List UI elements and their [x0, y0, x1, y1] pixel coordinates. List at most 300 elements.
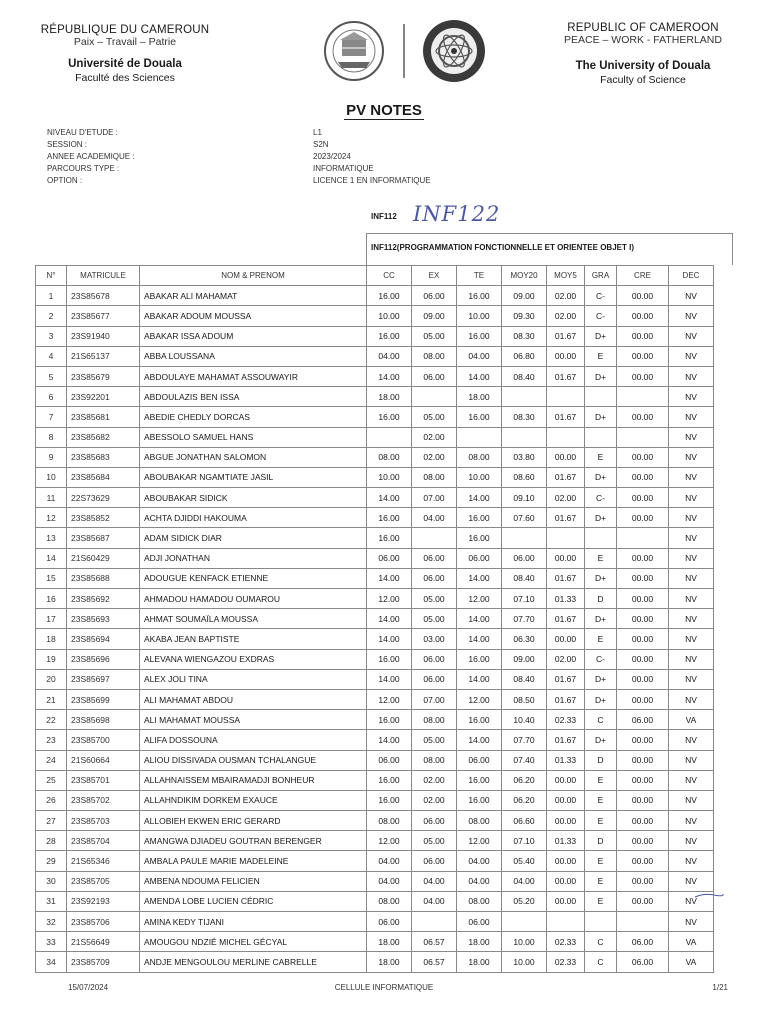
table-cell: 21S60429 — [67, 548, 140, 568]
table-cell: NV — [669, 609, 714, 629]
table-cell: 23S85709 — [67, 952, 140, 972]
table-cell: 07.60 — [502, 508, 547, 528]
table-cell: ALIOU DISSIVADA OUSMAN TCHALANGUE — [140, 750, 367, 770]
course-header — [366, 233, 733, 265]
table-cell: 8 — [36, 427, 67, 447]
table-cell: 01.67 — [547, 366, 585, 386]
table-cell: 02.00 — [547, 649, 585, 669]
table-cell: AMENDA LOBE LUCIEN CÉDRIC — [140, 891, 367, 911]
table-cell: 06.57 — [412, 952, 457, 972]
table-cell: 05.00 — [412, 831, 457, 851]
table-cell: 12.00 — [457, 831, 502, 851]
table-cell: 14.00 — [367, 669, 412, 689]
table-cell: ABDOULAZIS BEN ISSA — [140, 387, 367, 407]
column-header: N° — [36, 266, 67, 286]
table-cell: 00.00 — [617, 750, 669, 770]
meta-label: SESSION : — [47, 140, 88, 149]
table-cell: NV — [669, 387, 714, 407]
table-cell: NV — [669, 730, 714, 750]
table-cell: 05.00 — [412, 730, 457, 750]
table-cell: 6 — [36, 387, 67, 407]
table-cell: 08.00 — [412, 710, 457, 730]
table-cell: 27 — [36, 811, 67, 831]
table-cell: 01.67 — [547, 609, 585, 629]
table-cell: D — [585, 831, 617, 851]
table-cell — [617, 912, 669, 932]
table-row — [36, 286, 714, 306]
table-cell: AHMADOU HAMADOU OUMAROU — [140, 589, 367, 609]
table-cell: 00.00 — [547, 629, 585, 649]
table-cell: 05.00 — [412, 326, 457, 346]
table-cell: E — [585, 871, 617, 891]
table-cell: ADOUGUE KENFACK ETIENNE — [140, 568, 367, 588]
table-cell: 08.00 — [412, 346, 457, 366]
table-cell: 23S85679 — [67, 366, 140, 386]
table-cell: 07.10 — [502, 831, 547, 851]
meta-value: L1 — [313, 128, 322, 137]
table-cell: VA — [669, 952, 714, 972]
table-cell: 09.00 — [502, 286, 547, 306]
university-fr: Université de Douala — [68, 58, 182, 70]
table-cell: 23S85697 — [67, 669, 140, 689]
table-cell: 31 — [36, 891, 67, 911]
table-cell: 00.00 — [617, 689, 669, 709]
table-cell — [502, 427, 547, 447]
table-cell: 00.00 — [617, 346, 669, 366]
table-cell: 03.80 — [502, 447, 547, 467]
table-cell: 02.00 — [412, 770, 457, 790]
table-cell: 04.00 — [367, 851, 412, 871]
republic-fr: RÉPUBLIQUE DU CAMEROUN — [40, 24, 210, 36]
table-cell: ABGUE JONATHAN SALOMON — [140, 447, 367, 467]
faculty-seal-logo — [423, 20, 485, 82]
table-cell: 00.00 — [617, 326, 669, 346]
logos — [318, 18, 492, 84]
motto-fr: Paix – Travail – Patrie — [73, 36, 177, 48]
table-cell — [367, 427, 412, 447]
table-cell: 00.00 — [617, 568, 669, 588]
table-row — [36, 609, 714, 629]
table-cell: NV — [669, 326, 714, 346]
table-cell: 01.33 — [547, 589, 585, 609]
table-cell: 10.00 — [502, 932, 547, 952]
table-cell: 18.00 — [457, 387, 502, 407]
table-row — [36, 932, 714, 952]
table-cell: 23S85852 — [67, 508, 140, 528]
table-cell: 01.67 — [547, 508, 585, 528]
table-cell: 14.00 — [367, 366, 412, 386]
table-cell: 08.00 — [367, 891, 412, 911]
column-header: NOM & PRENOM — [140, 266, 367, 286]
table-cell: 06.20 — [502, 790, 547, 810]
table-cell: 00.00 — [617, 467, 669, 487]
table-cell: 06.00 — [412, 649, 457, 669]
table-row — [36, 831, 714, 851]
table-cell: 21S65346 — [67, 851, 140, 871]
table-row — [36, 387, 714, 407]
table-cell: E — [585, 548, 617, 568]
table-cell: 23S85682 — [67, 427, 140, 447]
table-row — [36, 750, 714, 770]
course-title: INF112(PROGRAMMATION FONCTIONNELLE ET ORIENTEE OBJET I) — [371, 243, 634, 252]
motto-en: PEACE – WORK - FATHERLAND — [564, 34, 722, 46]
table-cell: 02.00 — [547, 286, 585, 306]
table-cell: 16.00 — [367, 407, 412, 427]
table-cell: 19 — [36, 649, 67, 669]
table-cell: 01.67 — [547, 326, 585, 346]
table-cell: 00.00 — [617, 891, 669, 911]
column-header: GRA — [585, 266, 617, 286]
table-cell: 06.00 — [502, 548, 547, 568]
table-cell — [585, 427, 617, 447]
table-cell: 01.67 — [547, 568, 585, 588]
table-cell: 09.00 — [502, 649, 547, 669]
table-cell — [412, 528, 457, 548]
course-code: INF112 — [371, 212, 397, 221]
table-cell: NV — [669, 508, 714, 528]
table-cell: D+ — [585, 669, 617, 689]
table-cell: ACHTA DJIDDI HAKOUMA — [140, 508, 367, 528]
table-cell — [502, 528, 547, 548]
table-cell: 09.10 — [502, 488, 547, 508]
table-cell: 01.67 — [547, 407, 585, 427]
university-en: The University of Douala — [575, 60, 711, 72]
table-cell: 26 — [36, 790, 67, 810]
table-cell: 07.70 — [502, 730, 547, 750]
handwritten-note: INF122 — [413, 202, 501, 226]
table-row — [36, 568, 714, 588]
table-cell: 14.00 — [457, 730, 502, 750]
table-cell: 05.20 — [502, 891, 547, 911]
table-row — [36, 427, 714, 447]
table-cell: 00.00 — [617, 629, 669, 649]
table-cell — [547, 528, 585, 548]
table-cell: 9 — [36, 447, 67, 467]
table-row — [36, 912, 714, 932]
table-cell: 00.00 — [547, 891, 585, 911]
table-cell: 04.00 — [412, 508, 457, 528]
table-cell — [585, 387, 617, 407]
table-cell: 25 — [36, 770, 67, 790]
table-row — [36, 488, 714, 508]
table-row — [36, 669, 714, 689]
meta-row — [47, 163, 431, 175]
faculty-en: Faculty of Science — [600, 74, 686, 86]
table-cell: 01.33 — [547, 831, 585, 851]
table-cell: 00.00 — [617, 306, 669, 326]
table-cell: 15 — [36, 568, 67, 588]
table-cell: 23S85683 — [67, 447, 140, 467]
meta-label: PARCOURS TYPE : — [47, 164, 120, 173]
table-cell: C- — [585, 306, 617, 326]
table-cell: VA — [669, 932, 714, 952]
table-cell: 08.00 — [367, 811, 412, 831]
table-cell: 04.00 — [412, 891, 457, 911]
table-cell: 14.00 — [367, 730, 412, 750]
footer-date: 15/07/2024 — [68, 983, 109, 992]
table-cell: ABESSOLO SAMUEL HANS — [140, 427, 367, 447]
table-cell: 23S85681 — [67, 407, 140, 427]
table-row — [36, 790, 714, 810]
table-cell: 06.80 — [502, 346, 547, 366]
table-cell: 14 — [36, 548, 67, 568]
table-cell: 00.00 — [547, 770, 585, 790]
table-cell: 02.00 — [412, 790, 457, 810]
table-cell: E — [585, 346, 617, 366]
table-cell: 00.00 — [547, 871, 585, 891]
table-cell: 30 — [36, 871, 67, 891]
table-cell: 00.00 — [547, 811, 585, 831]
table-cell: NV — [669, 689, 714, 709]
table-cell: 23S85677 — [67, 306, 140, 326]
meta-label: OPTION : — [47, 176, 83, 185]
table-cell: 07.10 — [502, 589, 547, 609]
table-cell: AMANGWA DJIADEU GOUTRAN BERENGER — [140, 831, 367, 851]
table-cell: 10.00 — [457, 467, 502, 487]
table-cell: 23S85704 — [67, 831, 140, 851]
table-cell: 14.00 — [457, 609, 502, 629]
table-cell: 08.30 — [502, 407, 547, 427]
table-cell: D+ — [585, 366, 617, 386]
table-cell: 06.00 — [412, 851, 457, 871]
table-row — [36, 366, 714, 386]
table-cell — [547, 387, 585, 407]
table-cell: 14.00 — [367, 568, 412, 588]
table-cell: 00.00 — [617, 407, 669, 427]
table-cell: 16.00 — [367, 508, 412, 528]
table-cell: 18.00 — [457, 952, 502, 972]
table-cell: NV — [669, 488, 714, 508]
table-cell: D+ — [585, 407, 617, 427]
table-cell: 09.00 — [412, 306, 457, 326]
table-cell: 18.00 — [457, 932, 502, 952]
table-cell: 00.00 — [617, 488, 669, 508]
table-cell — [457, 427, 502, 447]
table-cell: 00.00 — [617, 366, 669, 386]
meta-row — [47, 139, 431, 151]
table-cell: 00.00 — [617, 508, 669, 528]
table-cell: 14.00 — [457, 629, 502, 649]
header-right — [548, 22, 738, 86]
table-cell: 07.00 — [412, 488, 457, 508]
table-cell: 08.00 — [457, 811, 502, 831]
table-cell: 00.00 — [617, 871, 669, 891]
table-cell: 05.00 — [412, 407, 457, 427]
table-cell: 04.00 — [457, 346, 502, 366]
table-cell: ALIFA DOSSOUNA — [140, 730, 367, 750]
table-cell: ABAKAR ALI MAHAMAT — [140, 286, 367, 306]
table-cell — [502, 912, 547, 932]
table-cell: 4 — [36, 346, 67, 366]
table-cell: 18.00 — [367, 952, 412, 972]
table-cell: 06.00 — [412, 366, 457, 386]
table-cell: 10.00 — [502, 952, 547, 972]
meta-row — [47, 175, 431, 187]
table-cell: 08.60 — [502, 467, 547, 487]
table-cell: 10.00 — [367, 467, 412, 487]
table-cell — [547, 427, 585, 447]
table-cell: 21S56649 — [67, 932, 140, 952]
table-row — [36, 508, 714, 528]
meta-row — [47, 127, 431, 139]
table-cell: 16.00 — [367, 286, 412, 306]
table-cell: 00.00 — [617, 609, 669, 629]
table-cell: 23 — [36, 730, 67, 750]
table-cell: 16.00 — [457, 528, 502, 548]
table-cell: 00.00 — [547, 790, 585, 810]
table-cell: E — [585, 811, 617, 831]
table-row — [36, 346, 714, 366]
table-cell: 06.00 — [412, 669, 457, 689]
meta-row — [47, 151, 431, 163]
table-cell: ABBA LOUSSANA — [140, 346, 367, 366]
table-cell: E — [585, 447, 617, 467]
table-cell: 00.00 — [617, 548, 669, 568]
table-cell: 00.00 — [617, 286, 669, 306]
table-cell: 17 — [36, 609, 67, 629]
table-cell: 00.00 — [617, 811, 669, 831]
table-cell: 01.67 — [547, 689, 585, 709]
table-row — [36, 407, 714, 427]
table-cell: NV — [669, 649, 714, 669]
grades-table — [35, 265, 714, 973]
table-cell: 06.00 — [367, 750, 412, 770]
table-row — [36, 811, 714, 831]
table-row — [36, 710, 714, 730]
table-cell: AKABA JEAN BAPTISTE — [140, 629, 367, 649]
table-cell: 08.40 — [502, 568, 547, 588]
table-cell: 16.00 — [367, 528, 412, 548]
table-cell: D+ — [585, 568, 617, 588]
table-cell: AMBENA NDOUMA FELICIEN — [140, 871, 367, 891]
table-cell: ABOUBAKAR SIDICK — [140, 488, 367, 508]
table-cell: 06.00 — [457, 548, 502, 568]
table-cell: 08.50 — [502, 689, 547, 709]
meta-label: ANNEE ACADEMIQUE : — [47, 152, 135, 161]
table-row — [36, 447, 714, 467]
table-cell: 00.00 — [547, 548, 585, 568]
table-cell: ALLOBIEH EKWEN ERIC GERARD — [140, 811, 367, 831]
table-cell: 08.00 — [457, 891, 502, 911]
table-row — [36, 851, 714, 871]
table-cell: 04.00 — [412, 871, 457, 891]
table-cell: NV — [669, 871, 714, 891]
table-cell: 06.57 — [412, 932, 457, 952]
column-header: MOY5 — [547, 266, 585, 286]
table-cell: ALI MAHAMAT MOUSSA — [140, 710, 367, 730]
column-header: CC — [367, 266, 412, 286]
table-row — [36, 326, 714, 346]
table-cell — [547, 912, 585, 932]
page-title: PV NOTES — [346, 102, 422, 119]
table-cell: C — [585, 952, 617, 972]
table-cell: E — [585, 770, 617, 790]
table-cell: 01.33 — [547, 750, 585, 770]
table-row — [36, 548, 714, 568]
table-cell: 05.00 — [412, 589, 457, 609]
table-cell: 00.00 — [617, 770, 669, 790]
table-cell: 02.00 — [547, 488, 585, 508]
table-header-row — [36, 266, 714, 286]
table-cell: NV — [669, 811, 714, 831]
table-cell: 32 — [36, 912, 67, 932]
table-cell: 10.40 — [502, 710, 547, 730]
table-cell: NV — [669, 286, 714, 306]
table-cell: 13 — [36, 528, 67, 548]
table-cell: 06.60 — [502, 811, 547, 831]
table-cell: 21S65137 — [67, 346, 140, 366]
table-cell: 23S85688 — [67, 568, 140, 588]
table-cell: E — [585, 851, 617, 871]
table-cell: VA — [669, 710, 714, 730]
table-cell: NV — [669, 790, 714, 810]
table-cell: 23S85699 — [67, 689, 140, 709]
table-cell: ALI MAHAMAT ABDOU — [140, 689, 367, 709]
table-cell: 22S73629 — [67, 488, 140, 508]
table-cell: 16.00 — [367, 770, 412, 790]
footer-center: CELLULE INFORMATIQUE — [334, 983, 434, 992]
table-cell: 02.33 — [547, 932, 585, 952]
table-cell: 05.00 — [412, 609, 457, 629]
table-cell: 07.40 — [502, 750, 547, 770]
table-cell: 23S85698 — [67, 710, 140, 730]
table-cell: 23S85706 — [67, 912, 140, 932]
table-cell: NV — [669, 346, 714, 366]
table-cell: 23S85703 — [67, 811, 140, 831]
table-cell — [617, 427, 669, 447]
table-cell — [617, 528, 669, 548]
table-cell: NV — [669, 912, 714, 932]
table-cell: 10.00 — [457, 306, 502, 326]
table-cell: 08.00 — [367, 447, 412, 467]
table-cell: 16.00 — [367, 326, 412, 346]
table-cell: NV — [669, 366, 714, 386]
table-cell: D — [585, 589, 617, 609]
republic-en: REPUBLIC OF CAMEROON — [567, 22, 719, 34]
table-cell: 00.00 — [617, 790, 669, 810]
table-cell: ABDOULAYE MAHAMAT ASSOUWAYIR — [140, 366, 367, 386]
table-cell — [412, 387, 457, 407]
table-cell: 21S60664 — [67, 750, 140, 770]
table-cell: 00.00 — [547, 346, 585, 366]
table-cell: 23S85687 — [67, 528, 140, 548]
table-cell: 12.00 — [457, 589, 502, 609]
table-row — [36, 649, 714, 669]
table-row — [36, 689, 714, 709]
table-cell: D — [585, 750, 617, 770]
column-header: MATRICULE — [67, 266, 140, 286]
table-cell: 02.33 — [547, 710, 585, 730]
table-cell: 29 — [36, 851, 67, 871]
table-cell: ADAM SIDICK DIAR — [140, 528, 367, 548]
table-cell: C- — [585, 488, 617, 508]
university-seal-logo — [325, 22, 383, 80]
table-cell: D+ — [585, 689, 617, 709]
table-cell: 14.00 — [457, 366, 502, 386]
table-cell: 14.00 — [457, 669, 502, 689]
table-cell: NV — [669, 831, 714, 851]
table-cell: 21 — [36, 689, 67, 709]
table-cell: 08.40 — [502, 669, 547, 689]
table-cell: 00.00 — [617, 589, 669, 609]
table-cell: 00.00 — [617, 447, 669, 467]
table-cell: 33 — [36, 932, 67, 952]
table-cell: 01.67 — [547, 730, 585, 750]
table-cell: 04.00 — [457, 851, 502, 871]
table-cell — [585, 912, 617, 932]
table-cell: 12.00 — [367, 689, 412, 709]
table-cell: 24 — [36, 750, 67, 770]
